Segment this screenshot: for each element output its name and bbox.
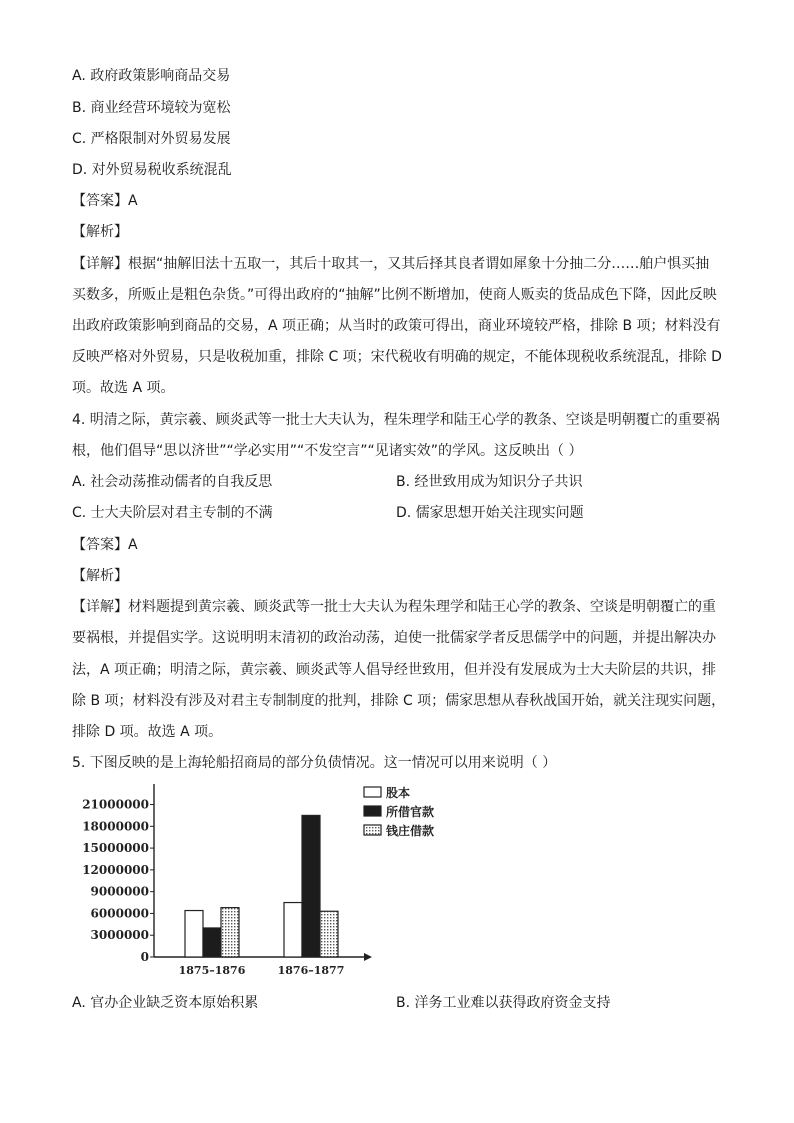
y-tick-label: 9000000 xyxy=(90,884,149,899)
bar xyxy=(185,911,203,957)
q4-option-b: B. 经世致用成为知识分子共识 xyxy=(396,474,583,490)
q4-option-d: D. 儒家思想开始关注现实问题 xyxy=(396,505,584,521)
q4-detail-line: 除 B 项；材料没有涉及对君主专制制度的批判，排除 C 项；儒家思想从春秋战国开始，就关注现实问题， xyxy=(72,693,726,709)
q3-detail-line: 项。故选 A 项。 xyxy=(72,380,175,396)
q3-analysis-label: 【解析】 xyxy=(72,224,128,240)
q3-detail-line: 出政府政策影响到商品的交易，A 项正确；从当时的政策可得出，商业环境较严格，排除 B 项；材料没有 xyxy=(72,318,721,334)
legend-label: 股本 xyxy=(386,786,411,800)
x-tick-label: 1875–1876 xyxy=(178,964,246,977)
bar xyxy=(320,911,338,957)
q4-detail-line: 要祸根，并提倡实学。这说明明末清初的政治动荡，迫使一批儒家学者反思儒学中的问题，并提出解决办 xyxy=(72,630,716,646)
q3-detail-line: 买数多，所贩止是粗色杂货。”可得出政府的“抽解”比例不断增加，使商人贩卖的货品成色下降，因此反映 xyxy=(72,287,717,303)
bar xyxy=(221,908,239,957)
y-tick-label: 15000000 xyxy=(82,841,149,856)
q3-option-c: C. 严格限制对外贸易发展 xyxy=(72,131,231,147)
x-tick-label: 1876–1877 xyxy=(277,964,345,977)
q5-stem: 5. 下图反映的是上海轮船招商局的部分负债情况。这一情况可以用来说明（ ） xyxy=(72,755,557,771)
x-axis-arrow xyxy=(364,953,372,961)
q4-detail-line: 【详解】材料题提到黄宗羲、顾炎武等一批士大夫认为程朱理学和陆王心学的教条、空谈是明朝覆亡的重 xyxy=(72,599,716,615)
q3-answer: 【答案】A xyxy=(72,193,138,209)
y-tick-label: 3000000 xyxy=(90,928,149,943)
bar xyxy=(284,903,302,957)
y-tick-label: 18000000 xyxy=(82,819,149,834)
y-tick-label: 0 xyxy=(140,950,149,964)
q3-detail-line: 反映严格对外贸易，只是收税加重，排除 C 项；宋代税收有明确的规定，不能体现税收系统混乱，排除 D xyxy=(72,349,722,365)
y-tick-label: 12000000 xyxy=(82,862,149,877)
q4-analysis-label: 【解析】 xyxy=(72,568,128,584)
chart-svg xyxy=(66,782,466,977)
q3-option-d: D. 对外贸易税收系统混乱 xyxy=(72,162,232,178)
q3-detail-line: 【详解】根据“抽解旧法十五取一，其后十取其一，又其后择其良者谓如犀象十分抽二分……舶户惧买抽 xyxy=(72,256,710,272)
legend-label: 所借官款 xyxy=(386,805,435,819)
y-tick-label: 6000000 xyxy=(90,906,149,921)
q5-option-a: A. 官办企业缺乏资本原始积累 xyxy=(72,995,259,1011)
q4-option-c: C. 士大夫阶层对君主专制的不满 xyxy=(72,505,273,521)
q5-option-b: B. 洋务工业难以获得政府资金支持 xyxy=(396,995,611,1011)
legend-label: 钱庄借款 xyxy=(386,824,435,838)
bar xyxy=(203,928,221,957)
legend-swatch xyxy=(364,825,381,835)
legend-swatch xyxy=(364,806,381,816)
q4-stem-line: 根，他们倡导“思以济世”“学必实用”“不发空言”“见诸实效”的学风。这反映出（ ） xyxy=(72,443,583,459)
q4-detail-line: 法，A 项正确；明清之际，黄宗羲、顾炎武等人倡导经世致用，但并没有发展成为士大夫阶层的共识，排 xyxy=(72,662,717,678)
q4-option-a: A. 社会动荡推动儒者的自我反思 xyxy=(72,474,273,490)
bar xyxy=(302,815,320,957)
liability-bar-chart xyxy=(66,782,466,977)
legend-swatch xyxy=(364,787,381,797)
q4-answer: 【答案】A xyxy=(72,537,138,553)
q3-option-b: B. 商业经营环境较为宽松 xyxy=(72,100,231,116)
q4-stem-line: 4. 明清之际，黄宗羲、顾炎武等一批士大夫认为，程朱理学和陆王心学的教条、空谈是明朝覆亡的重要祸 xyxy=(72,412,720,428)
q4-detail-line: 排除 D 项。故选 A 项。 xyxy=(72,724,223,740)
y-tick-label: 21000000 xyxy=(82,797,149,812)
q3-option-a: A. 政府政策影响商品交易 xyxy=(72,68,231,84)
